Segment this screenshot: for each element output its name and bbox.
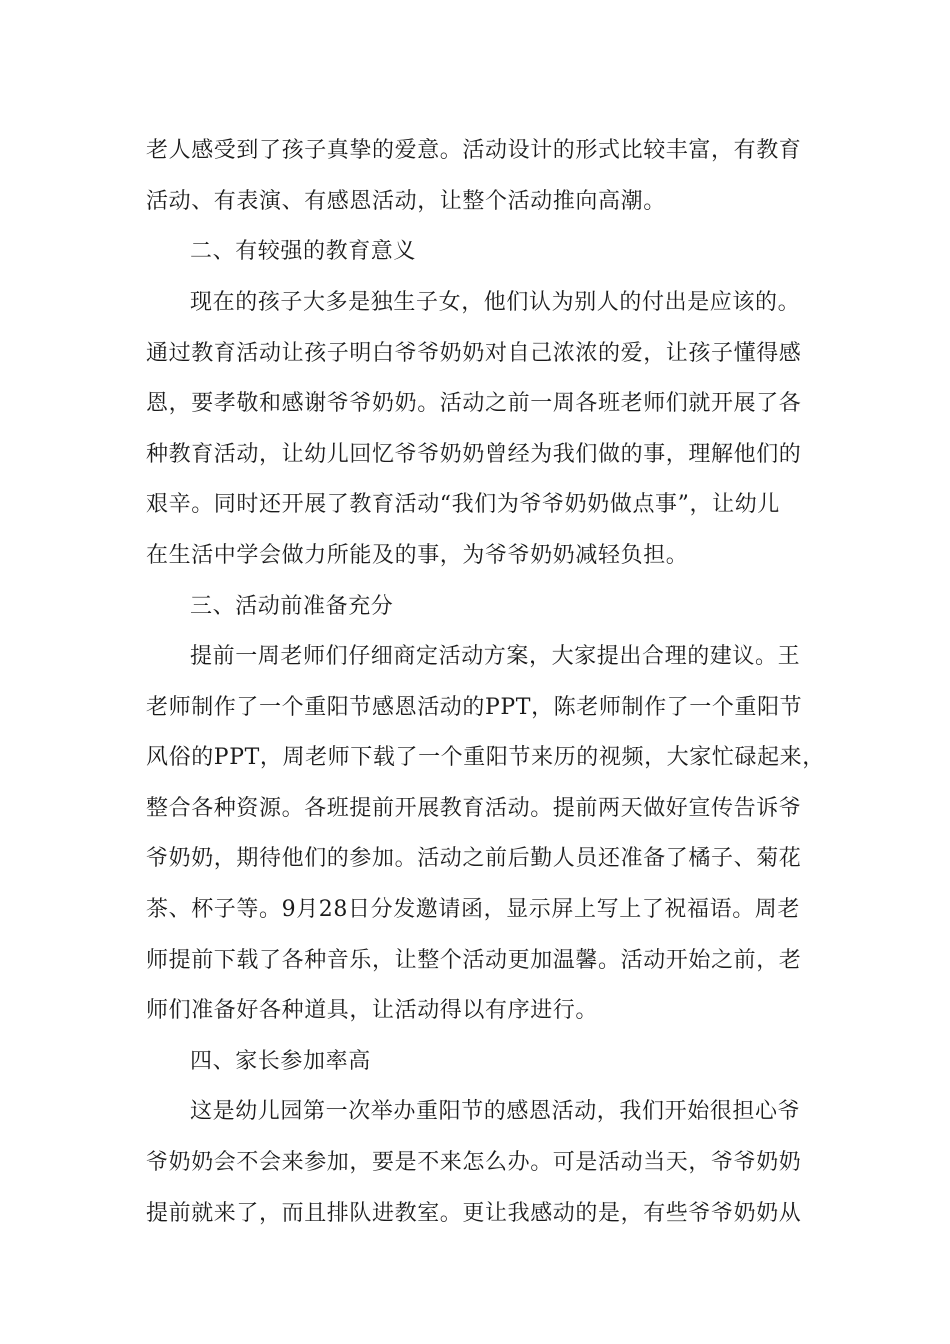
text-line: 茶、杯子等。9月28日分发邀请函，显示屏上写上了祝福语。周老	[146, 897, 800, 922]
text-line: 活动、有表演、有感恩活动，让整个活动推向高潮。	[146, 189, 666, 214]
text-line: 老人感受到了孩子真挚的爱意。活动设计的形式比较丰富，有教育	[146, 138, 802, 163]
text-line: 师们准备好各种道具，让活动得以有序进行。	[146, 998, 599, 1023]
text-line: 现在的孩子大多是独生子女，他们认为别人的付出是应该的。	[190, 290, 801, 315]
text-line: 提前一周老师们仔细商定活动方案，大家提出合理的建议。王	[190, 644, 801, 669]
text-line: 爷奶奶会不会来参加，要是不来怎么办。可是活动当天，爷爷奶奶	[146, 1150, 802, 1175]
text-line: 师提前下载了各种音乐，让整个活动更加温馨。活动开始之前，老	[146, 948, 802, 973]
text-line: 风俗的PPT，周老师下载了一个重阳节来历的视频，大家忙碌起来，	[146, 745, 825, 770]
text-line: 爷奶奶，期待他们的参加。活动之前后勤人员还准备了橘子、菊花	[146, 846, 802, 871]
text-line: 通过教育活动让孩子明白爷爷奶奶对自己浓浓的爱，让孩子懂得感	[146, 341, 802, 366]
text-line: 种教育活动，让幼儿回忆爷爷奶奶曾经为我们做的事，理解他们的	[146, 442, 802, 467]
text-line: 老师制作了一个重阳节感恩活动的PPT，陈老师制作了一个重阳节	[146, 695, 803, 720]
text-line: 在生活中学会做力所能及的事，为爷爷奶奶减轻负担。	[146, 543, 689, 568]
text-line: 整合各种资源。各班提前开展教育活动。提前两天做好宣传告诉爷	[146, 796, 802, 821]
text-line: 这是幼儿园第一次举办重阳节的感恩活动，我们开始很担心爷	[190, 1099, 801, 1124]
text-line: 恩，要孝敬和感谢爷爷奶奶。活动之前一周各班老师们就开展了各	[146, 391, 802, 416]
section-heading: 三、活动前准备充分	[190, 594, 394, 619]
section-heading: 二、有较强的教育意义	[190, 239, 417, 264]
text-line: 艰辛。同时还开展了教育活动“我们为爷爷奶奶做点事”，让幼儿	[146, 492, 780, 517]
text-line: 提前就来了，而且排队进教室。更让我感动的是，有些爷爷奶奶从	[146, 1201, 802, 1226]
section-heading: 四、家长参加率高	[190, 1049, 371, 1074]
